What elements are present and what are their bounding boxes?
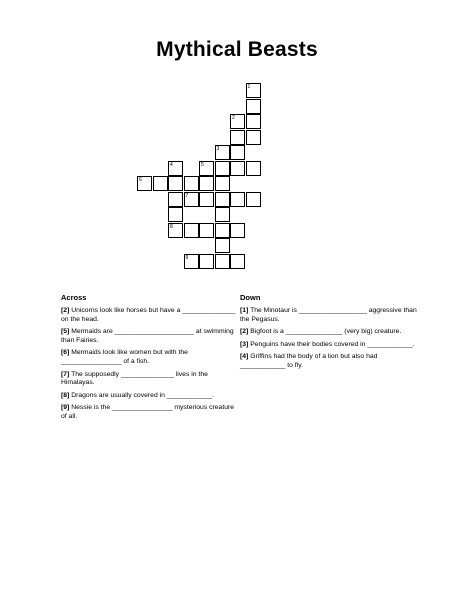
grid-cell[interactable] <box>230 223 245 238</box>
clue-number: 4 <box>170 161 173 168</box>
clue-text: Nessie is the ________________ mysterious creature of all. <box>61 404 235 420</box>
grid-cell[interactable] <box>246 114 261 129</box>
grid-cell[interactable] <box>199 161 214 176</box>
grid-cell[interactable] <box>230 161 245 176</box>
grid-cell[interactable] <box>199 223 214 238</box>
clue-number: 3 <box>216 146 220 152</box>
clue-text: Griffins had the body of a lion but also had ____________ to fly. <box>240 353 378 369</box>
clue-number: [2] <box>61 307 70 314</box>
grid-cell[interactable] <box>215 207 230 222</box>
clue-text: The supposedly ______________ lives in the Himalayas. <box>61 370 208 387</box>
clue-number: 8 <box>170 223 173 230</box>
across-clue-list <box>61 307 239 426</box>
across-clue <box>61 392 239 401</box>
grid-cell[interactable] <box>215 176 230 191</box>
clue-number: 2 <box>232 115 235 121</box>
grid-cell[interactable] <box>168 207 183 222</box>
grid-cell[interactable] <box>168 161 183 176</box>
grid-cell[interactable] <box>230 145 245 160</box>
clue-number: 9 <box>185 254 189 261</box>
grid-cell[interactable] <box>184 254 199 269</box>
grid-cell[interactable] <box>184 192 199 207</box>
clue-number: [6] <box>61 349 70 357</box>
clue-text: The Minotaur is __________________ aggressive than the Pegasus. <box>240 307 417 323</box>
grid-cell[interactable] <box>168 192 183 207</box>
grid-cell[interactable] <box>246 83 261 98</box>
clue-number: [8] <box>61 391 70 399</box>
clue-number: [1] <box>240 307 249 314</box>
grid-cell[interactable] <box>215 238 230 253</box>
grid-cell[interactable] <box>199 192 214 207</box>
across-clue <box>61 349 239 366</box>
grid-cell[interactable] <box>199 254 214 269</box>
across-clue <box>61 371 239 388</box>
down-clue <box>240 328 418 337</box>
clue-number: [3] <box>240 340 249 348</box>
grid-cell[interactable] <box>246 192 261 207</box>
down-clue <box>240 353 418 370</box>
grid-cell[interactable] <box>246 130 261 145</box>
grid-cell[interactable] <box>168 176 183 191</box>
across-clue <box>61 307 239 324</box>
clue-number: 7 <box>185 192 189 199</box>
grid-cell[interactable] <box>215 161 230 176</box>
grid-cell[interactable] <box>168 223 183 238</box>
grid-cell[interactable] <box>215 192 230 207</box>
grid-cell[interactable] <box>215 254 230 269</box>
clue-number: [9] <box>61 404 70 412</box>
clue-text: Unicorns look like horses but have a ______________ on the head. <box>61 307 236 323</box>
down-clue <box>240 307 418 324</box>
crossword-grid <box>0 0 474 300</box>
clue-text: Mermaids are _____________________ at swimming than Fairies. <box>61 328 234 344</box>
down-clue-list <box>240 307 418 375</box>
grid-cell[interactable] <box>246 99 261 114</box>
clue-number: [5] <box>61 328 70 336</box>
page-title: Mythical Beasts <box>156 38 318 61</box>
across-clue <box>61 404 239 421</box>
across-heading: Across <box>61 293 87 302</box>
grid-cell[interactable] <box>215 145 230 160</box>
grid-cell[interactable] <box>215 223 230 238</box>
grid-cell[interactable] <box>230 114 245 129</box>
clue-text: Dragons are usually covered in ____________. <box>69 391 215 399</box>
clue-text: Penguins have their bodies covered in ____________. <box>248 340 415 348</box>
grid-cell[interactable] <box>137 176 152 191</box>
clue-number: [2] <box>240 328 249 336</box>
grid-cell[interactable] <box>184 176 199 191</box>
grid-cell[interactable] <box>230 130 245 145</box>
across-clue <box>61 328 239 345</box>
grid-cell[interactable] <box>246 161 261 176</box>
clue-number: [4] <box>240 353 249 361</box>
grid-cell[interactable] <box>153 176 168 191</box>
down-clue <box>240 341 418 350</box>
grid-cell[interactable] <box>199 176 214 191</box>
down-heading: Down <box>240 293 261 302</box>
clue-text: Bigfoot is a _______________ (very big) creature. <box>248 328 402 336</box>
clue-number: 1 <box>247 84 251 90</box>
clue-number: 5 <box>201 161 204 168</box>
clue-text: Mermaids look like women but with the ________________ of a fish. <box>61 349 188 365</box>
clue-number: 6 <box>139 177 142 183</box>
grid-cell[interactable] <box>184 223 199 238</box>
grid-cell[interactable] <box>230 192 245 207</box>
grid-cell[interactable] <box>230 254 245 269</box>
clue-number: [7] <box>61 370 70 378</box>
